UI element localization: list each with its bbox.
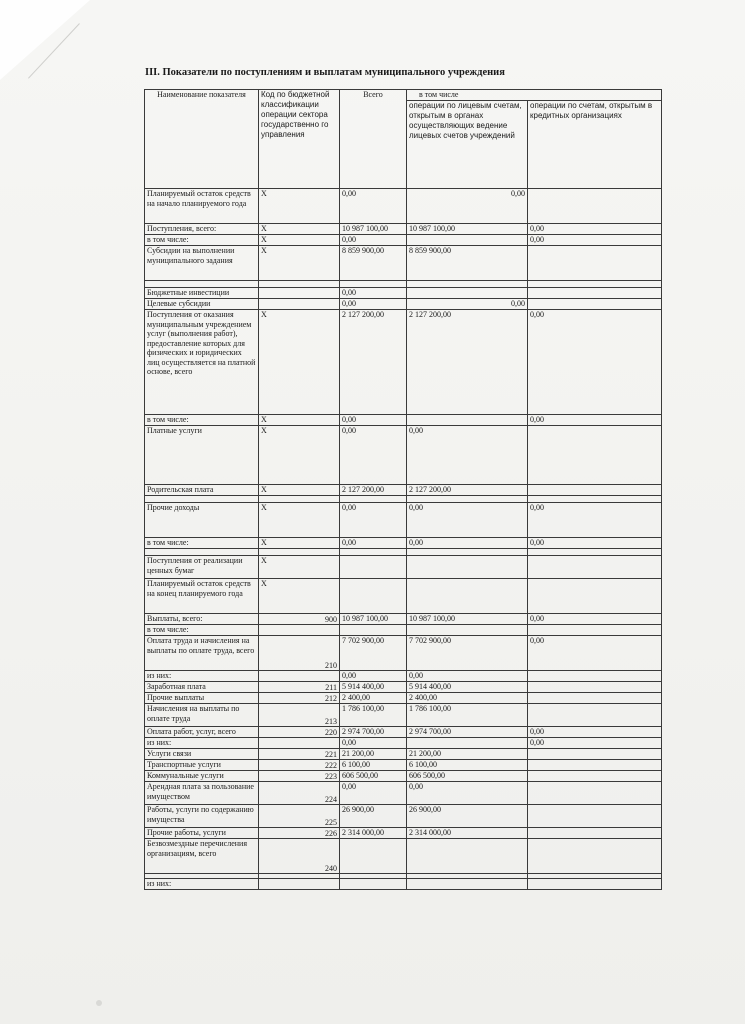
row-total-cell: 1 786 100,00: [340, 704, 407, 727]
table-row: [145, 299, 662, 310]
table-row: [145, 288, 662, 299]
row-credit-cell: 0,00: [528, 636, 662, 671]
table-row: [145, 426, 662, 485]
row-personal-cell: 2 974 700,00: [407, 727, 528, 738]
row-name-cell: из них:: [145, 738, 259, 749]
row-total-cell: [340, 625, 407, 636]
row-code-cell: X: [259, 426, 340, 485]
row-credit-cell: [528, 246, 662, 281]
table-row: [145, 281, 662, 288]
row-name-cell: Бюджетные инвестиции: [145, 288, 259, 299]
row-total-cell: 2 974 700,00: [340, 727, 407, 738]
table-row: [145, 235, 662, 246]
row-code-cell: 210: [259, 636, 340, 671]
row-personal-cell: 6 100,00: [407, 760, 528, 771]
row-name-cell: Прочие работы, услуги: [145, 828, 259, 839]
row-personal-cell: 0,00: [407, 503, 528, 538]
row-personal-cell: 2 314 000,00: [407, 828, 528, 839]
row-total-cell: 5 914 400,00: [340, 682, 407, 693]
row-total-cell: [340, 281, 407, 288]
row-code-cell: X: [259, 538, 340, 549]
row-personal-cell: 0,00: [407, 538, 528, 549]
row-total-cell: 0,00: [340, 415, 407, 426]
row-total-cell: 2 127 200,00: [340, 485, 407, 496]
row-total-cell: 0,00: [340, 782, 407, 805]
row-personal-cell: 606 500,00: [407, 771, 528, 782]
row-total-cell: 0,00: [340, 235, 407, 246]
row-total-cell: 26 900,00: [340, 805, 407, 828]
row-personal-cell: 0,00: [407, 426, 528, 485]
row-name-cell: Поступления от реализации ценных бумаг: [145, 556, 259, 579]
row-code-cell: 212: [259, 693, 340, 704]
row-personal-cell: [407, 879, 528, 890]
row-personal-cell: 10 987 100,00: [407, 614, 528, 625]
row-personal-cell: [407, 625, 528, 636]
header-credit-accounts: операции по счетам, открытым в кредитных организациях: [528, 100, 662, 189]
row-total-cell: [340, 556, 407, 579]
header-including: в том числе: [407, 90, 662, 101]
row-credit-cell: [528, 760, 662, 771]
punch-hole: [96, 1000, 102, 1006]
row-total-cell: 0,00: [340, 189, 407, 224]
row-total-cell: 2 314 000,00: [340, 828, 407, 839]
row-credit-cell: [528, 671, 662, 682]
row-name-cell: Услуги связи: [145, 749, 259, 760]
row-code-cell: 220: [259, 727, 340, 738]
row-total-cell: 21 200,00: [340, 749, 407, 760]
row-credit-cell: 0,00: [528, 503, 662, 538]
table-row: [145, 625, 662, 636]
row-name-cell: Арендная плата за пользование имуществом: [145, 782, 259, 805]
row-credit-cell: [528, 496, 662, 503]
row-code-cell: X: [259, 246, 340, 281]
table-row: [145, 636, 662, 671]
row-name-cell: Платные услуги: [145, 426, 259, 485]
row-total-cell: 7 702 900,00: [340, 636, 407, 671]
table-row: [145, 828, 662, 839]
table-row: [145, 310, 662, 415]
row-total-cell: [340, 579, 407, 614]
row-code-cell: [259, 549, 340, 556]
row-personal-cell: 7 702 900,00: [407, 636, 528, 671]
row-credit-cell: [528, 879, 662, 890]
row-code-cell: [259, 496, 340, 503]
row-personal-cell: 2 127 200,00: [407, 485, 528, 496]
row-personal-cell: 21 200,00: [407, 749, 528, 760]
row-credit-cell: [528, 704, 662, 727]
row-total-cell: 2 400,00: [340, 693, 407, 704]
row-personal-cell: 10 987 100,00: [407, 224, 528, 235]
row-total-cell: 6 100,00: [340, 760, 407, 771]
row-personal-cell: 26 900,00: [407, 805, 528, 828]
row-credit-cell: [528, 281, 662, 288]
row-total-cell: 2 127 200,00: [340, 310, 407, 415]
row-code-cell: 224: [259, 782, 340, 805]
row-code-cell: [259, 625, 340, 636]
row-personal-cell: [407, 839, 528, 874]
row-name-cell: Выплаты, всего:: [145, 614, 259, 625]
row-personal-cell: 2 127 200,00: [407, 310, 528, 415]
row-credit-cell: [528, 556, 662, 579]
row-total-cell: 0,00: [340, 426, 407, 485]
row-code-cell: X: [259, 224, 340, 235]
row-total-cell: 10 987 100,00: [340, 614, 407, 625]
row-name-cell: Поступления от оказания муниципальным учреждением услуг (выполнения работ), предоставление которых для физических и юридических лиц осуществляется на платной основе, всего: [145, 310, 259, 415]
row-total-cell: 0,00: [340, 503, 407, 538]
row-personal-cell: 2 400,00: [407, 693, 528, 704]
row-code-cell: 213: [259, 704, 340, 727]
row-credit-cell: [528, 828, 662, 839]
row-credit-cell: [528, 625, 662, 636]
row-name-cell: Прочие выплаты: [145, 693, 259, 704]
row-personal-cell: [407, 738, 528, 749]
table-row: [145, 749, 662, 760]
row-personal-cell: [407, 415, 528, 426]
indicators-table: [144, 89, 662, 890]
table-row: [145, 614, 662, 625]
row-code-cell: 223: [259, 771, 340, 782]
row-name-cell: Планируемый остаток средств на конец планируемого года: [145, 579, 259, 614]
row-personal-cell: 0,00: [407, 671, 528, 682]
row-name-cell: Оплата работ, услуг, всего: [145, 727, 259, 738]
row-code-cell: 211: [259, 682, 340, 693]
row-total-cell: 10 987 100,00: [340, 224, 407, 235]
table-row: [145, 879, 662, 890]
row-credit-cell: [528, 299, 662, 310]
row-credit-cell: [528, 549, 662, 556]
row-code-cell: [259, 281, 340, 288]
row-code-cell: 226: [259, 828, 340, 839]
row-credit-cell: 0,00: [528, 310, 662, 415]
row-name-cell: в том числе:: [145, 235, 259, 246]
table-row: [145, 727, 662, 738]
row-name-cell: Оплата труда и начисления на выплаты по оплате труда, всего: [145, 636, 259, 671]
row-personal-cell: 5 914 400,00: [407, 682, 528, 693]
row-name-cell: Субсидии на выполнении муниципального задания: [145, 246, 259, 281]
row-credit-cell: [528, 771, 662, 782]
row-total-cell: 0,00: [340, 299, 407, 310]
table-row: [145, 224, 662, 235]
row-total-cell: 606 500,00: [340, 771, 407, 782]
row-total-cell: 0,00: [340, 288, 407, 299]
row-code-cell: X: [259, 235, 340, 246]
table-row: [145, 682, 662, 693]
header-row: [145, 90, 662, 101]
row-name-cell: [145, 549, 259, 556]
table-row: [145, 496, 662, 503]
row-credit-cell: 0,00: [528, 235, 662, 246]
row-total-cell: [340, 549, 407, 556]
table-row: [145, 671, 662, 682]
table-row: [145, 556, 662, 579]
row-credit-cell: [528, 682, 662, 693]
folded-corner: [0, 0, 90, 80]
row-name-cell: Заработная плата: [145, 682, 259, 693]
row-name-cell: из них:: [145, 879, 259, 890]
row-credit-cell: 0,00: [528, 738, 662, 749]
row-credit-cell: [528, 189, 662, 224]
table-row: [145, 738, 662, 749]
row-code-cell: [259, 288, 340, 299]
row-personal-cell: [407, 281, 528, 288]
row-credit-cell: 0,00: [528, 727, 662, 738]
row-name-cell: Родительская плата: [145, 485, 259, 496]
row-name-cell: Целевые субсидии: [145, 299, 259, 310]
row-name-cell: Прочие доходы: [145, 503, 259, 538]
table-row: [145, 538, 662, 549]
table-row: [145, 246, 662, 281]
table-row: [145, 189, 662, 224]
row-code-cell: 900: [259, 614, 340, 625]
row-name-cell: Коммунальные услуги: [145, 771, 259, 782]
row-personal-cell: 0,00: [407, 299, 528, 310]
row-credit-cell: [528, 782, 662, 805]
table-row: [145, 485, 662, 496]
row-name-cell: в том числе:: [145, 415, 259, 426]
row-name-cell: [145, 281, 259, 288]
row-total-cell: 0,00: [340, 538, 407, 549]
row-name-cell: Начисления на выплаты по оплате труда: [145, 704, 259, 727]
table-row: [145, 805, 662, 828]
row-total-cell: 8 859 900,00: [340, 246, 407, 281]
table-row: [145, 549, 662, 556]
row-total-cell: [340, 496, 407, 503]
table-row: [145, 704, 662, 727]
row-code-cell: 221: [259, 749, 340, 760]
row-credit-cell: [528, 579, 662, 614]
row-credit-cell: 0,00: [528, 224, 662, 235]
row-name-cell: Поступления, всего:: [145, 224, 259, 235]
table-row: [145, 782, 662, 805]
row-credit-cell: [528, 485, 662, 496]
row-personal-cell: [407, 549, 528, 556]
row-name-cell: в том числе:: [145, 625, 259, 636]
row-code-cell: [259, 671, 340, 682]
row-code-cell: [259, 738, 340, 749]
row-total-cell: 0,00: [340, 738, 407, 749]
row-personal-cell: 0,00: [407, 189, 528, 224]
row-code-cell: X: [259, 556, 340, 579]
row-name-cell: Транспортные услуги: [145, 760, 259, 771]
row-personal-cell: 8 859 900,00: [407, 246, 528, 281]
row-credit-cell: [528, 426, 662, 485]
header-total: Всего: [340, 90, 407, 189]
row-total-cell: [340, 879, 407, 890]
row-code-cell: X: [259, 579, 340, 614]
table-row: [145, 760, 662, 771]
row-name-cell: Безвозмездные перечисления организациям, всего: [145, 839, 259, 874]
table-row: [145, 839, 662, 874]
row-name-cell: Работы, услуги по содержанию имущества: [145, 805, 259, 828]
row-code-cell: 225: [259, 805, 340, 828]
row-credit-cell: [528, 693, 662, 704]
header-name: Наименование показателя: [145, 90, 259, 189]
row-personal-cell: [407, 556, 528, 579]
row-personal-cell: [407, 496, 528, 503]
table-row: [145, 415, 662, 426]
row-credit-cell: [528, 839, 662, 874]
table-row: [145, 693, 662, 704]
row-credit-cell: 0,00: [528, 614, 662, 625]
row-personal-cell: 1 786 100,00: [407, 704, 528, 727]
row-code-cell: X: [259, 503, 340, 538]
row-name-cell: из них:: [145, 671, 259, 682]
section-title: III. Показатели по поступлениям и выплатам муниципального учреждения: [145, 67, 505, 78]
row-credit-cell: [528, 288, 662, 299]
row-code-cell: [259, 879, 340, 890]
row-name-cell: в том числе:: [145, 538, 259, 549]
row-personal-cell: [407, 235, 528, 246]
row-credit-cell: [528, 749, 662, 760]
row-credit-cell: 0,00: [528, 415, 662, 426]
row-credit-cell: 0,00: [528, 538, 662, 549]
header-personal-accounts: операции по лицевым счетам, открытым в органах осуществляющих ведение лицевых счетов учреждений: [407, 100, 528, 189]
row-code-cell: 222: [259, 760, 340, 771]
row-name-cell: [145, 496, 259, 503]
row-personal-cell: [407, 579, 528, 614]
row-personal-cell: 0,00: [407, 782, 528, 805]
row-personal-cell: [407, 288, 528, 299]
table-row: [145, 503, 662, 538]
row-code-cell: X: [259, 189, 340, 224]
row-code-cell: X: [259, 485, 340, 496]
row-code-cell: 240: [259, 839, 340, 874]
row-total-cell: 0,00: [340, 671, 407, 682]
row-total-cell: [340, 839, 407, 874]
row-name-cell: Планируемый остаток средств на начало планируемого года: [145, 189, 259, 224]
row-code-cell: X: [259, 310, 340, 415]
header-code: Код по бюджетной классификации операции сектора государственно го управления: [259, 90, 340, 189]
table-row: [145, 579, 662, 614]
table-row: [145, 771, 662, 782]
row-code-cell: [259, 299, 340, 310]
row-code-cell: X: [259, 415, 340, 426]
row-credit-cell: [528, 805, 662, 828]
